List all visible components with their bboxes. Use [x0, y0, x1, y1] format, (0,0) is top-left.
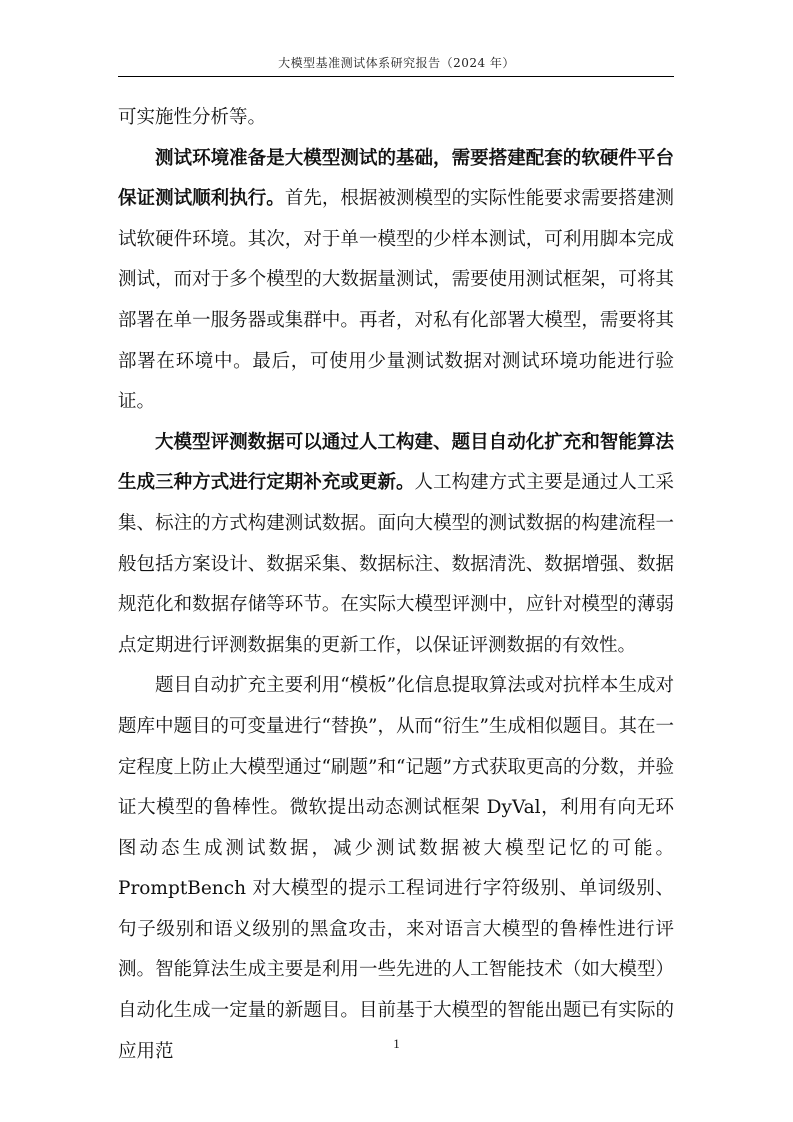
paragraph-3: [118, 423, 674, 667]
paragraph-3-text: 人工构建方式主要是通过人工采集、标注的方式构建测试数据。面向大模型的测试数据的构建流程一般包括方案设计、数据采集、数据标注、数据清洗、数据增强、数据规范化和数据存储等环节。在实际大模型评测中，应针对模型的薄弱点定期进行评测数据集的更新工作，以保证评测数据的有效性。: [118, 472, 674, 656]
paragraph-1: [118, 98, 674, 139]
page-number: 1: [393, 1036, 400, 1051]
header-divider: [118, 76, 674, 77]
paragraph-4-text: 题目自动扩充主要利用“模板”化信息提取算法或对抗样本生成对题库中题目的可变量进行“替换”，从而“衍生”生成相似题目。其在一定程度上防止大模型通过“刷题”和“记题”方式获取更高的分数，并验证大模型的鲁棒性。微软提出动态测试框架 DyVal，利用有向无环图动态生成测试数据，减少测试数据被大模型记忆的可能。PromptBench 对大模型的提示工程词进行字符级别、单词级别、句子级别和语义级别的黑盒攻击，来对语言大模型的鲁棒性进行评测。智能算法生成主要是利用一些先进的人工智能技术（如大模型）自动化生成一定量的新题目。目前基于大模型的智能出题已有实际的应用范: [118, 675, 674, 1062]
paragraph-3-bold: 大模型评测数据可以通过人工构建、题目自动化扩充和智能算法生成三种方式进行定期补充或更新。: [118, 431, 674, 494]
paragraph-2: [118, 139, 674, 423]
paragraph-4: [118, 666, 674, 1072]
paragraph-2-text: 首先，根据被测模型的实际性能要求需要搭建测试软硬件环境。其次，对于单一模型的少样本测试，可利用脚本完成测试，而对于多个模型的大数据量测试，需要使用测试框架，可将其部署在单一服务器或集群中。再者，对私有化部署大模型，需要将其部署在环境中。最后，可使用少量测试数据对测试环境功能进行验证。: [118, 188, 674, 413]
paragraph-2-bold: 测试环境准备是大模型测试的基础，需要搭建配套的软硬件平台保证测试顺利执行。: [118, 147, 674, 210]
page-header: 大模型基准测试体系研究报告（2024 年）: [278, 56, 515, 70]
body-text: [118, 98, 674, 1072]
paragraph-1-text: 可实施性分析等。: [118, 107, 267, 128]
